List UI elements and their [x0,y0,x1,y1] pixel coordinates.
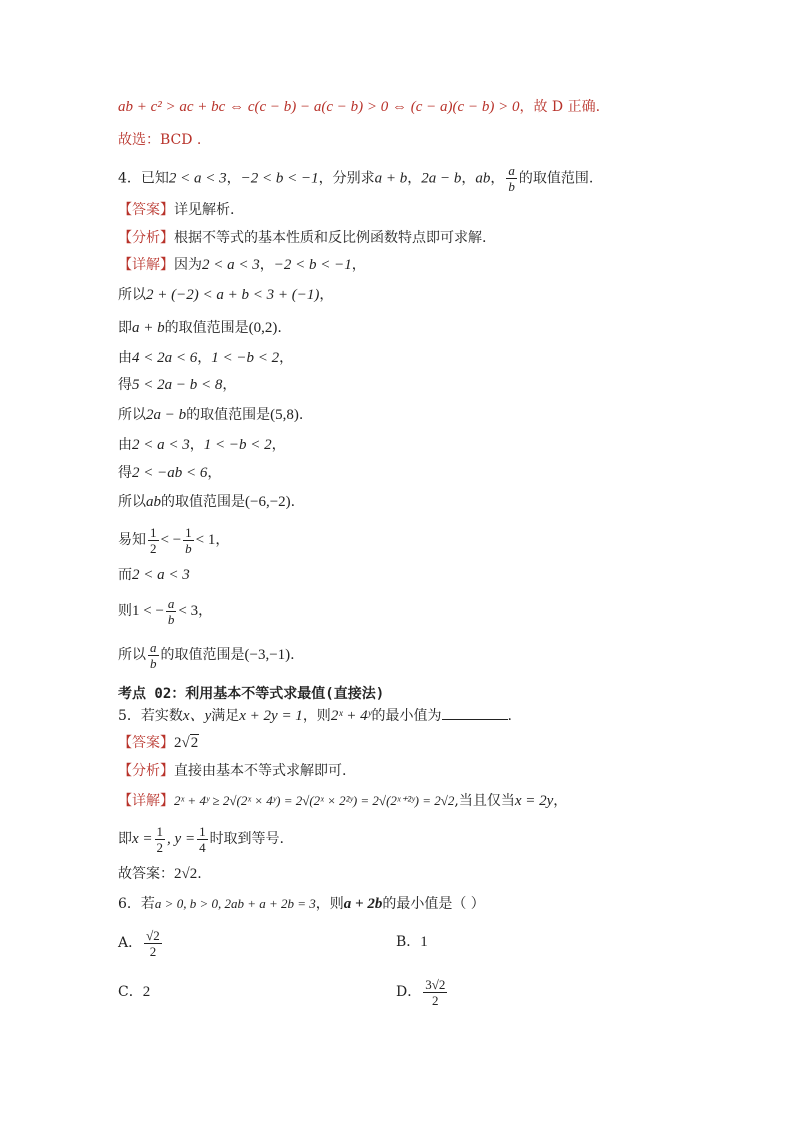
step-text: 由 [118,350,132,366]
question-text: 的取值范围. [518,170,594,187]
fraction-a-over-b: $\frac{a}{b}$ [167,595,175,627]
separator: ， [222,377,237,393]
separator: ， [215,532,230,548]
detail-text: ,当且仅当 [454,793,515,809]
step-9 [118,523,229,557]
step-text: 的取值范围是 [186,407,271,423]
step-math: x = [132,831,153,847]
equality-condition: x = 2y [514,793,554,809]
analysis-line [118,761,346,781]
step-text: 即 [118,831,132,847]
step-math: < 3 [178,603,199,619]
choice-answer: 故选：BCD . [118,132,202,148]
separator: ， [407,170,422,187]
question-number: 6． [118,896,141,912]
condition-b: −2 < b < −1 [273,257,352,273]
equivalence-formula: ab + c² > ac + bc ⇔ c(c − b) − a(c − b) > 0 ⇔ (c − a)(c − b) > 0 [118,99,520,115]
step-text: 的取值范围是 [164,320,249,336]
range-value: (−6,−2) [245,494,291,510]
separator: . [290,647,295,663]
expression-diff: 2a − b [421,170,462,187]
condition-b: −2 < b < −1 [240,170,319,187]
option-d[interactable] [396,974,449,1010]
question-4 [118,163,593,194]
condition-a: 2 < a < 3 [202,257,260,273]
step-math: 5 < 2a − b < 8 [132,377,223,393]
separator: ， [553,793,568,809]
step-8 [118,492,295,512]
question-text: ，则 [315,896,344,912]
step-text: 而 [118,567,132,583]
step-math: < − [160,532,182,548]
separator: ， [279,350,294,366]
detail-math: 2ˣ + 4ʸ ≥ 2√(2ˣ × 4ʸ) = 2√(2ˣ × 2²ʸ) = 2√(2ˣ⁺²ʸ) = 2√2 [174,793,455,808]
separator: ， [351,257,366,273]
constraint: x + 2y = 1 [239,708,303,724]
option-value: 2 [142,984,151,1000]
answer-tag: 【答案】 [118,735,174,751]
separator: . [298,407,304,423]
question-text: ，则 [302,708,331,724]
separator: . [290,494,296,510]
separator: ， [198,603,213,619]
option-fraction: $\frac{√2}{2}$ [146,927,160,959]
answer-tag: 【答案】 [118,202,174,218]
step-text: 的取值范围是 [160,647,245,663]
fraction-a-over-b: $\frac{a}{b}$ [150,639,157,671]
step-text: 故答案： [118,866,174,882]
answer-coef: 2 [174,735,182,751]
step-5 [118,405,303,425]
question-6 [118,894,485,914]
question-text: ，分别求 [318,170,375,187]
step-math: 2 < a < 3 [132,437,190,453]
detail-text: 因为 [174,257,202,273]
step-text: 的取值范围是 [161,494,245,510]
analysis-tag: 【分析】 [118,763,174,779]
step-3 [118,348,293,368]
analysis-text: 直接由基本不等式求解即可. [174,763,347,779]
answer-paren: （ ） [452,896,485,912]
step-math: 2 < −ab < 6 [132,465,208,481]
option-b[interactable] [396,932,428,952]
analysis-text: 根据不等式的基本性质和反比例函数特点即可求解. [174,230,487,246]
equality-line [118,822,284,856]
sqrt-sign: √ [181,735,190,751]
step-math: < 1 [195,532,216,548]
separator: . [507,708,512,724]
detail-tag: 【详解】 [118,793,174,809]
step-text: 则 [118,603,132,619]
question-number: 4． [118,170,141,187]
step-math: 1 < −b < 2 [211,350,280,366]
step-11 [118,594,212,628]
step-10 [118,565,190,585]
step-math: 1 < −b < 2 [203,437,272,453]
answer-line [118,733,199,753]
option-label: C． [118,984,143,1000]
separator: ， [490,170,505,187]
constraint: a > 0, b > 0, 2ab + a + 2b = 3 [154,896,316,911]
condition-a: 2 < a < 3 [168,170,227,187]
step-math: 4 < 2a < 6 [132,350,198,366]
step-math: 2 < a < 3 [132,567,190,583]
step-text: 即 [118,320,132,336]
final-answer-line [118,864,202,884]
fraction-a-over-b: $\frac{a}{b}$ [508,163,515,194]
answer-blank [442,705,508,720]
analysis-line [118,228,486,248]
step-text: 所以 [118,287,146,303]
option-label: A． [118,935,143,951]
option-a[interactable] [118,925,164,961]
separator: ， [319,287,334,303]
answer-line [118,200,234,220]
step-4 [118,375,236,395]
conclusion-text: ，故 D 正确. [519,99,601,115]
step-text: 所以 [118,494,146,510]
step-6 [118,435,286,455]
target-expression: 2ˣ + 4ʸ [330,708,372,724]
question-text: 的最小值是 [382,896,453,912]
step-text: 所以 [118,647,146,663]
expression-sum: a + b [374,170,408,187]
separator: ， [207,465,222,481]
fraction-one-half: $\frac{1}{2}$ [156,823,164,855]
separator: ， [271,437,286,453]
option-c[interactable] [118,982,150,1002]
separator: ， [197,350,212,366]
question-text: 若实数 [140,708,183,724]
step-math: 2 + (−2) < a + b < 3 + (−1) [146,287,320,303]
step-2 [118,318,282,338]
final-value: 2√2 [174,866,198,882]
separator: ， [226,170,241,187]
detail-line [118,255,366,275]
question-number: 5． [118,708,141,724]
step-7 [118,463,221,483]
separator: ， [189,437,204,453]
question-text: 若 [140,896,155,912]
step-math: 2a − b [146,407,187,423]
step-math: a + b [132,320,165,336]
answer-text: 详见解析. [174,202,235,218]
question-text: 已知 [140,170,169,187]
step-text: 时取到等号. [209,831,285,847]
step-text: 得 [118,377,132,393]
step-math: ab [146,494,161,510]
answer-radicand: 2 [190,735,199,751]
step-text: 易知 [118,532,146,548]
fraction-one-half: $\frac{1}{2}$ [150,524,157,556]
step-math: 1 < − [132,603,164,619]
range-value: (−3,−1) [244,647,291,663]
step-math: , y = [167,831,196,847]
separator: ， [259,257,274,273]
detail-tag: 【详解】 [118,257,174,273]
step-12 [118,638,295,672]
variables: x、y [182,708,212,724]
separator: . [197,866,202,882]
step-text: 得 [118,465,132,481]
fraction-one-over-b: $\frac{1}{b}$ [185,524,192,556]
range-value: (5,8) [270,407,299,423]
question-text: 满足 [211,708,240,724]
option-value: 1 [420,934,428,950]
option-label: B． [396,934,421,950]
range-value: (0,2) [248,320,278,336]
question-5 [118,705,512,726]
question-text: 的最小值为 [371,708,442,724]
step-text: 所以 [118,407,146,423]
detail-line [118,791,567,811]
step-1 [118,285,333,305]
expression-product: ab [475,170,491,187]
fraction-one-quarter: $\frac{1}{4}$ [199,823,206,855]
option-fraction: $\frac{3√2}{2}$ [425,976,446,1008]
target-expression: a + 2b [343,896,383,912]
separator: ， [461,170,476,187]
solution-line-1 [118,97,600,117]
option-label: D． [396,984,422,1000]
separator: . [277,320,282,336]
step-text: 由 [118,437,132,453]
section-heading: 考点 02：利用基本不等式求最值(直接法) [118,686,385,702]
analysis-tag: 【分析】 [118,230,174,246]
